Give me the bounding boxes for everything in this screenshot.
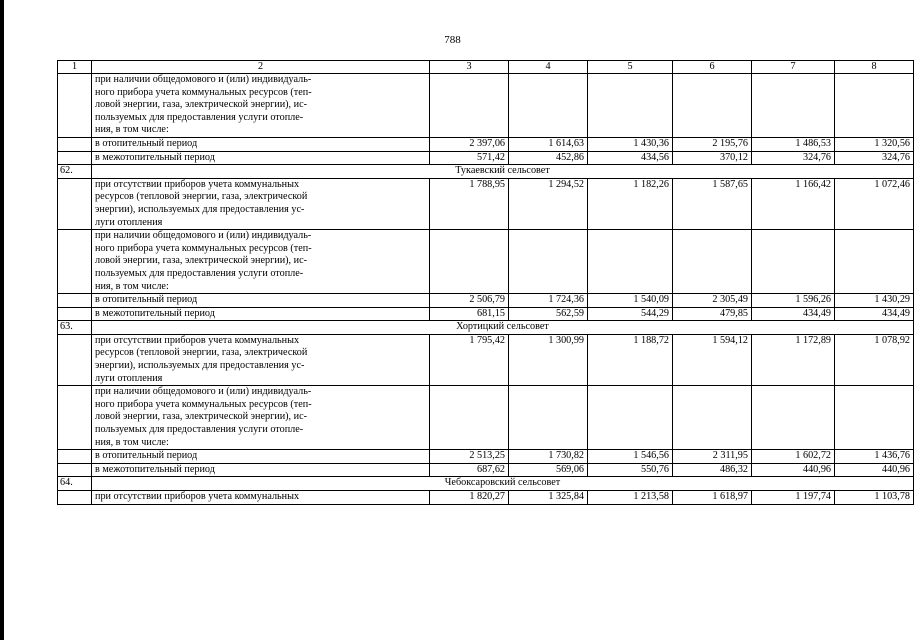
value-cell bbox=[673, 74, 752, 138]
value-cell: 1 300,99 bbox=[509, 334, 588, 385]
page-number: 788 bbox=[444, 34, 461, 46]
value-cell bbox=[509, 386, 588, 450]
value-cell: 486,32 bbox=[673, 463, 752, 477]
header-cell: 2 bbox=[92, 61, 430, 74]
table-row bbox=[58, 307, 914, 321]
description-cell: при отсутствии приборов учета коммунальных ресурсов (тепловой энергии, газа, электрической энергии), используемых для предоставления ус- луги отопления bbox=[92, 334, 430, 385]
value-cell bbox=[588, 230, 673, 294]
row-number-cell bbox=[58, 334, 92, 385]
value-cell: 1 197,74 bbox=[752, 491, 835, 505]
value-cell bbox=[673, 386, 752, 450]
value-cell bbox=[588, 386, 673, 450]
header-cell: 4 bbox=[509, 61, 588, 74]
value-cell: 569,06 bbox=[509, 463, 588, 477]
row-number-cell bbox=[58, 294, 92, 308]
description-cell: при наличии общедомового и (или) индивидуаль- ного прибора учета коммунальных ресурсов (теп- ловой энергии, газа, электрической энергии), ис- пользуемых для предоставления услуги отопле- ния, в том числе: bbox=[92, 74, 430, 138]
table-row bbox=[58, 137, 914, 151]
section-title: Хортицкий сельсовет bbox=[92, 321, 914, 335]
table-row bbox=[58, 294, 914, 308]
row-number-cell bbox=[58, 137, 92, 151]
row-number-cell bbox=[58, 491, 92, 505]
value-cell: 434,56 bbox=[588, 151, 673, 165]
description-cell: в отопительный период bbox=[92, 137, 430, 151]
value-cell: 1 594,12 bbox=[673, 334, 752, 385]
table-row bbox=[58, 334, 914, 385]
description-cell: при наличии общедомового и (или) индивидуаль- ного прибора учета коммунальных ресурсов (теп- ловой энергии, газа, электрической энергии), ис- пользуемых для предоставления услуги отопле- ния, в том числе: bbox=[92, 230, 430, 294]
value-cell: 1 320,56 bbox=[835, 137, 914, 151]
value-cell bbox=[835, 386, 914, 450]
value-cell: 1 618,97 bbox=[673, 491, 752, 505]
row-number-cell bbox=[58, 386, 92, 450]
value-cell: 434,49 bbox=[835, 307, 914, 321]
table-row bbox=[58, 230, 914, 294]
value-cell: 2 397,06 bbox=[430, 137, 509, 151]
description-cell: в межотопительный период bbox=[92, 151, 430, 165]
scan-edge bbox=[0, 0, 4, 640]
value-cell bbox=[509, 74, 588, 138]
section-number: 62. bbox=[58, 165, 92, 179]
value-cell: 1 596,26 bbox=[752, 294, 835, 308]
value-cell: 1 587,65 bbox=[673, 178, 752, 229]
value-cell bbox=[835, 230, 914, 294]
row-number-cell bbox=[58, 178, 92, 229]
header-cell: 5 bbox=[588, 61, 673, 74]
table-body bbox=[58, 61, 914, 505]
table-row bbox=[58, 491, 914, 505]
header-cell: 3 bbox=[430, 61, 509, 74]
table-row bbox=[58, 463, 914, 477]
table-row bbox=[58, 151, 914, 165]
value-cell: 1 078,92 bbox=[835, 334, 914, 385]
header-cell: 1 bbox=[58, 61, 92, 74]
header-cell: 6 bbox=[673, 61, 752, 74]
value-cell: 1 795,42 bbox=[430, 334, 509, 385]
value-cell: 2 513,25 bbox=[430, 450, 509, 464]
section-number: 64. bbox=[58, 477, 92, 491]
description-cell: в отопительный период bbox=[92, 450, 430, 464]
header-cell: 7 bbox=[752, 61, 835, 74]
value-cell: 1 182,26 bbox=[588, 178, 673, 229]
value-cell: 1 436,76 bbox=[835, 450, 914, 464]
description-cell: в межотопительный период bbox=[92, 463, 430, 477]
value-cell: 571,42 bbox=[430, 151, 509, 165]
value-cell: 1 188,72 bbox=[588, 334, 673, 385]
value-cell: 2 195,76 bbox=[673, 137, 752, 151]
section-row bbox=[58, 165, 914, 179]
value-cell bbox=[752, 386, 835, 450]
value-cell: 1 724,36 bbox=[509, 294, 588, 308]
value-cell bbox=[752, 74, 835, 138]
value-cell: 440,96 bbox=[835, 463, 914, 477]
value-cell: 550,76 bbox=[588, 463, 673, 477]
value-cell bbox=[673, 230, 752, 294]
value-cell: 1 820,27 bbox=[430, 491, 509, 505]
value-cell bbox=[430, 74, 509, 138]
value-cell: 544,29 bbox=[588, 307, 673, 321]
value-cell: 1 166,42 bbox=[752, 178, 835, 229]
value-cell bbox=[430, 386, 509, 450]
row-number-cell bbox=[58, 230, 92, 294]
value-cell: 1 546,56 bbox=[588, 450, 673, 464]
section-number: 63. bbox=[58, 321, 92, 335]
header-cell: 8 bbox=[835, 61, 914, 74]
value-cell: 1 103,78 bbox=[835, 491, 914, 505]
description-cell: при отсутствии приборов учета коммунальных ресурсов (тепловой энергии, газа, электрической энергии), используемых для предоставления ус- луги отопления bbox=[92, 178, 430, 229]
section-row bbox=[58, 321, 914, 335]
table-row bbox=[58, 386, 914, 450]
value-cell: 479,85 bbox=[673, 307, 752, 321]
section-row bbox=[58, 477, 914, 491]
value-cell bbox=[752, 230, 835, 294]
table-row bbox=[58, 178, 914, 229]
value-cell: 1 540,09 bbox=[588, 294, 673, 308]
value-cell: 1 072,46 bbox=[835, 178, 914, 229]
row-number-cell bbox=[58, 463, 92, 477]
description-cell: при отсутствии приборов учета коммунальных bbox=[92, 491, 430, 505]
value-cell bbox=[835, 74, 914, 138]
value-cell bbox=[509, 230, 588, 294]
header-row bbox=[58, 61, 914, 74]
value-cell bbox=[430, 230, 509, 294]
value-cell: 2 311,95 bbox=[673, 450, 752, 464]
row-number-cell bbox=[58, 450, 92, 464]
value-cell: 324,76 bbox=[835, 151, 914, 165]
value-cell: 1 430,29 bbox=[835, 294, 914, 308]
value-cell: 324,76 bbox=[752, 151, 835, 165]
value-cell: 440,96 bbox=[752, 463, 835, 477]
value-cell: 1 788,95 bbox=[430, 178, 509, 229]
table-row bbox=[58, 74, 914, 138]
value-cell: 2 506,79 bbox=[430, 294, 509, 308]
value-cell: 452,86 bbox=[509, 151, 588, 165]
section-title: Тукаевский сельсовет bbox=[92, 165, 914, 179]
value-cell: 2 305,49 bbox=[673, 294, 752, 308]
value-cell: 370,12 bbox=[673, 151, 752, 165]
description-cell: в межотопительный период bbox=[92, 307, 430, 321]
section-title: Чебоксаровский сельсовет bbox=[92, 477, 914, 491]
value-cell: 1 730,82 bbox=[509, 450, 588, 464]
table-row bbox=[58, 450, 914, 464]
row-number-cell bbox=[58, 74, 92, 138]
value-cell: 1 486,53 bbox=[752, 137, 835, 151]
row-number-cell bbox=[58, 151, 92, 165]
value-cell: 687,62 bbox=[430, 463, 509, 477]
value-cell: 1 172,89 bbox=[752, 334, 835, 385]
value-cell: 1 602,72 bbox=[752, 450, 835, 464]
value-cell: 1 213,58 bbox=[588, 491, 673, 505]
value-cell: 1 294,52 bbox=[509, 178, 588, 229]
row-number-cell bbox=[58, 307, 92, 321]
value-cell: 562,59 bbox=[509, 307, 588, 321]
value-cell: 1 430,36 bbox=[588, 137, 673, 151]
value-cell: 681,15 bbox=[430, 307, 509, 321]
description-cell: при наличии общедомового и (или) индивидуаль- ного прибора учета коммунальных ресурсов (теп- ловой энергии, газа, электрической энергии), ис- пользуемых для предоставления услуги отопле- ния, в том числе: bbox=[92, 386, 430, 450]
value-cell: 434,49 bbox=[752, 307, 835, 321]
tariff-table bbox=[57, 60, 914, 505]
description-cell: в отопительный период bbox=[92, 294, 430, 308]
value-cell: 1 325,84 bbox=[509, 491, 588, 505]
value-cell: 1 614,63 bbox=[509, 137, 588, 151]
value-cell bbox=[588, 74, 673, 138]
